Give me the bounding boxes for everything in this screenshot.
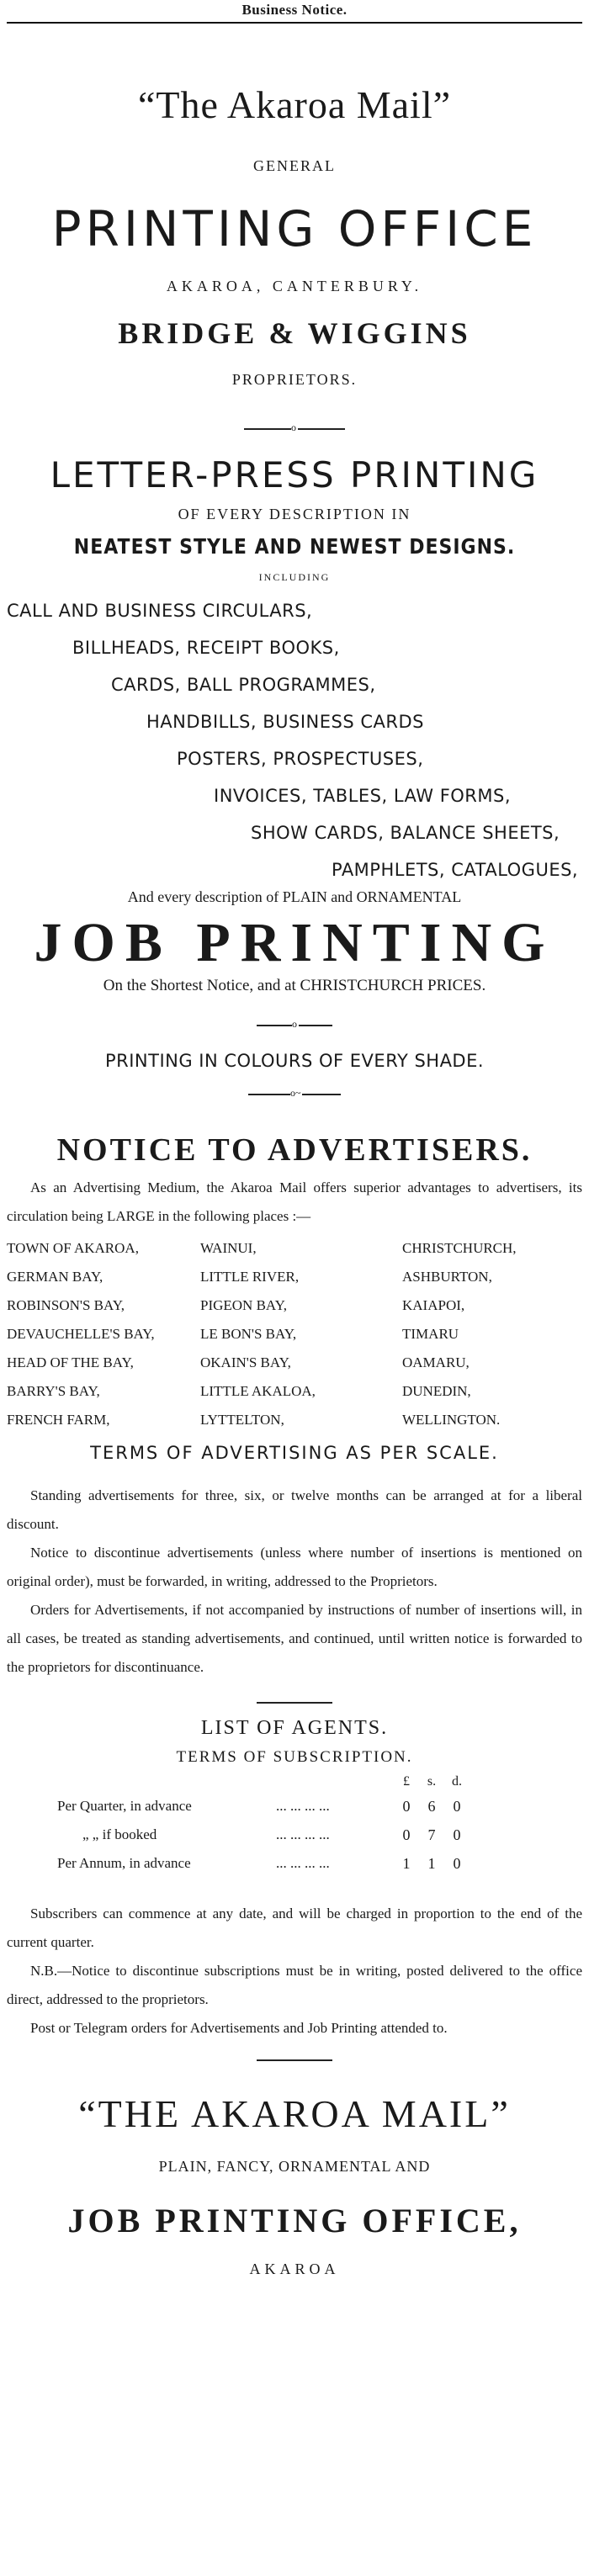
service-item: HANDBILLS, BUSINESS CARDS (146, 712, 424, 732)
price-pence: 0 (453, 1797, 461, 1815)
price-pence: 0 (453, 1826, 461, 1843)
subscription-row (57, 1849, 470, 1878)
service-item: CARDS, BALL PROGRAMMES, (111, 675, 376, 695)
subscription-label: „ „ if booked (82, 1826, 157, 1842)
service-item: CALL AND BUSINESS CIRCULARS, (7, 601, 313, 621)
advertisers-para-3: Orders for Advertisements, if not accompanied by instructions of number of insertions will, in all cases, be treated as standing advertisements, and continued, until written notice is forwarded to the proprietors for discontinuance. (7, 1602, 582, 1675)
town-cell: LYTTELTON, (200, 1412, 284, 1428)
leader-dots: ... ... ... ... (276, 1826, 330, 1842)
town-row (7, 1263, 582, 1291)
short-rule-2 (257, 2059, 332, 2061)
town-cell: ASHBURTON, (402, 1269, 492, 1285)
town-row (7, 1406, 582, 1434)
service-item: BILLHEADS, RECEIPT BOOKS, (72, 638, 340, 658)
price-pounds: 1 (402, 1854, 411, 1872)
town-cell: DUNEDIN, (402, 1383, 471, 1399)
footer-title: “THE AKAROA MAIL” (78, 2092, 511, 2135)
subscription-table (57, 1772, 470, 1878)
price-pounds: 0 (402, 1826, 411, 1843)
service-list (7, 592, 582, 888)
list-of-agents-heading: LIST OF AGENTS. (200, 1717, 389, 1739)
price-pence: 0 (453, 1854, 461, 1872)
shortest-notice-line: On the Shortest Notice, and at CHRISTCHURCH PRICES. (103, 977, 486, 994)
service-item: SHOW CARDS, BALANCE SHEETS, (251, 823, 560, 843)
currency-header-row (57, 1772, 470, 1792)
town-row (7, 1320, 582, 1349)
plain-ornamental-line: And every description of PLAIN and ORNAMENTAL (127, 888, 462, 905)
town-cell: LITTLE RIVER, (200, 1269, 300, 1285)
leader-dots: ... ... ... ... (276, 1798, 330, 1814)
printing-office-heading: PRINTING OFFICE (51, 200, 538, 257)
job-printing-office-heading: JOB PRINTING OFFICE, (67, 2202, 522, 2239)
town-row (7, 1291, 582, 1320)
neatest-style-line: NEATEST STYLE AND NEWEST DESIGNS. (73, 535, 516, 559)
town-row (7, 1349, 582, 1377)
price-shillings: 7 (427, 1826, 436, 1843)
terms-of-advertising: TERMS OF ADVERTISING AS PER SCALE. (90, 1443, 499, 1463)
ornament-divider-2: o (257, 1017, 332, 1034)
town-cell: OAMARU, (402, 1354, 470, 1370)
town-cell: DEVAUCHELLE'S BAY, (7, 1326, 155, 1342)
subscription-para-1: Subscribers can commence at any date, and will be charged in proportion to the end of the current quarter. (7, 1905, 582, 1950)
town-cell: KAIAPOI, (402, 1297, 465, 1313)
town-row (7, 1234, 582, 1263)
town-cell: FRENCH FARM, (7, 1412, 110, 1428)
town-cell: CHRISTCHURCH, (402, 1240, 517, 1256)
town-cell: PIGEON BAY, (200, 1297, 287, 1313)
letterpress-heading: LETTER-PRESS PRINTING (50, 454, 539, 496)
advertisers-intro: As an Advertising Medium, the Akaroa Mail offers superior advantages to advertisers, its circulation being LARGE in the following places :— (7, 1179, 582, 1224)
advertisers-para-1: Standing advertisements for three, six, or twelve months can be arranged at for a liberal discount. (7, 1487, 582, 1532)
job-printing-heading: JOB PRINTING (34, 912, 555, 973)
town-cell: OKAIN'S BAY, (200, 1354, 291, 1370)
proprietors-label: PROPRIETORS. (231, 371, 358, 388)
town-cell: TOWN OF AKAROA, (7, 1240, 139, 1256)
ornament-divider-3: o~ (248, 1086, 341, 1103)
subscription-row (57, 1792, 470, 1821)
service-item: POSTERS, PROSPECTUSES, (177, 749, 424, 769)
general-label: GENERAL (253, 157, 336, 174)
town-cell: LE BON'S BAY, (200, 1326, 297, 1342)
town-cell: TIMARU (402, 1326, 459, 1342)
town-cell: LITTLE AKALOA, (200, 1383, 316, 1399)
price-shillings: 6 (427, 1797, 436, 1815)
service-item: INVOICES, TABLES, LAW FORMS, (214, 786, 512, 806)
colours-line: PRINTING IN COLOURS OF EVERY SHADE. (104, 1051, 485, 1071)
town-cell: WELLINGTON. (402, 1412, 501, 1428)
including-label: INCLUDING (258, 571, 331, 583)
plain-fancy-line: PLAIN, FANCY, ORNAMENTAL AND (158, 2158, 431, 2175)
subscription-label: Per Quarter, in advance (57, 1798, 192, 1814)
currency-pence: d. (452, 1774, 462, 1789)
towns-table (7, 1234, 582, 1434)
short-rule (257, 1702, 332, 1704)
masthead-title: “The Akaroa Mail” (137, 83, 452, 126)
address-line: AKAROA, CANTERBURY. (166, 278, 423, 294)
town-cell: BARRY'S BAY, (7, 1383, 100, 1399)
service-item: PAMPHLETS, CATALOGUES, (332, 860, 579, 880)
ornament-divider-1: o (244, 421, 345, 437)
currency-pounds: £ (403, 1774, 410, 1789)
town-cell: GERMAN BAY, (7, 1269, 103, 1285)
town-cell: WAINUI, (200, 1240, 257, 1256)
proprietor-names: BRIDGE & WIGGINS (118, 316, 471, 350)
akaroa-footer: AKAROA (249, 2261, 340, 2277)
town-cell: HEAD OF THE BAY, (7, 1354, 134, 1370)
price-pounds: 0 (402, 1797, 411, 1815)
subscription-row (57, 1821, 470, 1849)
subscription-para-3: Post or Telegram orders for Advertisements and Job Printing attended to. (30, 2020, 448, 2036)
subscription-para-2: N.B.—Notice to discontinue subscriptions must be in writing, posted delivered to the office direct, addressed to the proprietors. (7, 1963, 582, 2007)
price-shillings: 1 (427, 1854, 436, 1872)
advertisers-para-2: Notice to discontinue advertisements (unless where number of insertions is mentioned on original order), must be forwarded, in writing, addressed to the Proprietors. (7, 1545, 582, 1589)
every-description-line: OF EVERY DESCRIPTION IN (178, 506, 411, 522)
town-row (7, 1377, 582, 1406)
currency-shillings: s. (427, 1774, 437, 1789)
terms-of-subscription-heading: TERMS OF SUBSCRIPTION. (176, 1748, 413, 1766)
notice-to-advertisers-heading: NOTICE TO ADVERTISERS. (56, 1132, 533, 1168)
town-cell: ROBINSON'S BAY, (7, 1297, 125, 1313)
section-header: Business Notice. (241, 2, 348, 18)
leader-dots: ... ... ... ... (276, 1855, 330, 1871)
subscription-label: Per Annum, in advance (57, 1855, 191, 1871)
top-rule (7, 22, 582, 24)
